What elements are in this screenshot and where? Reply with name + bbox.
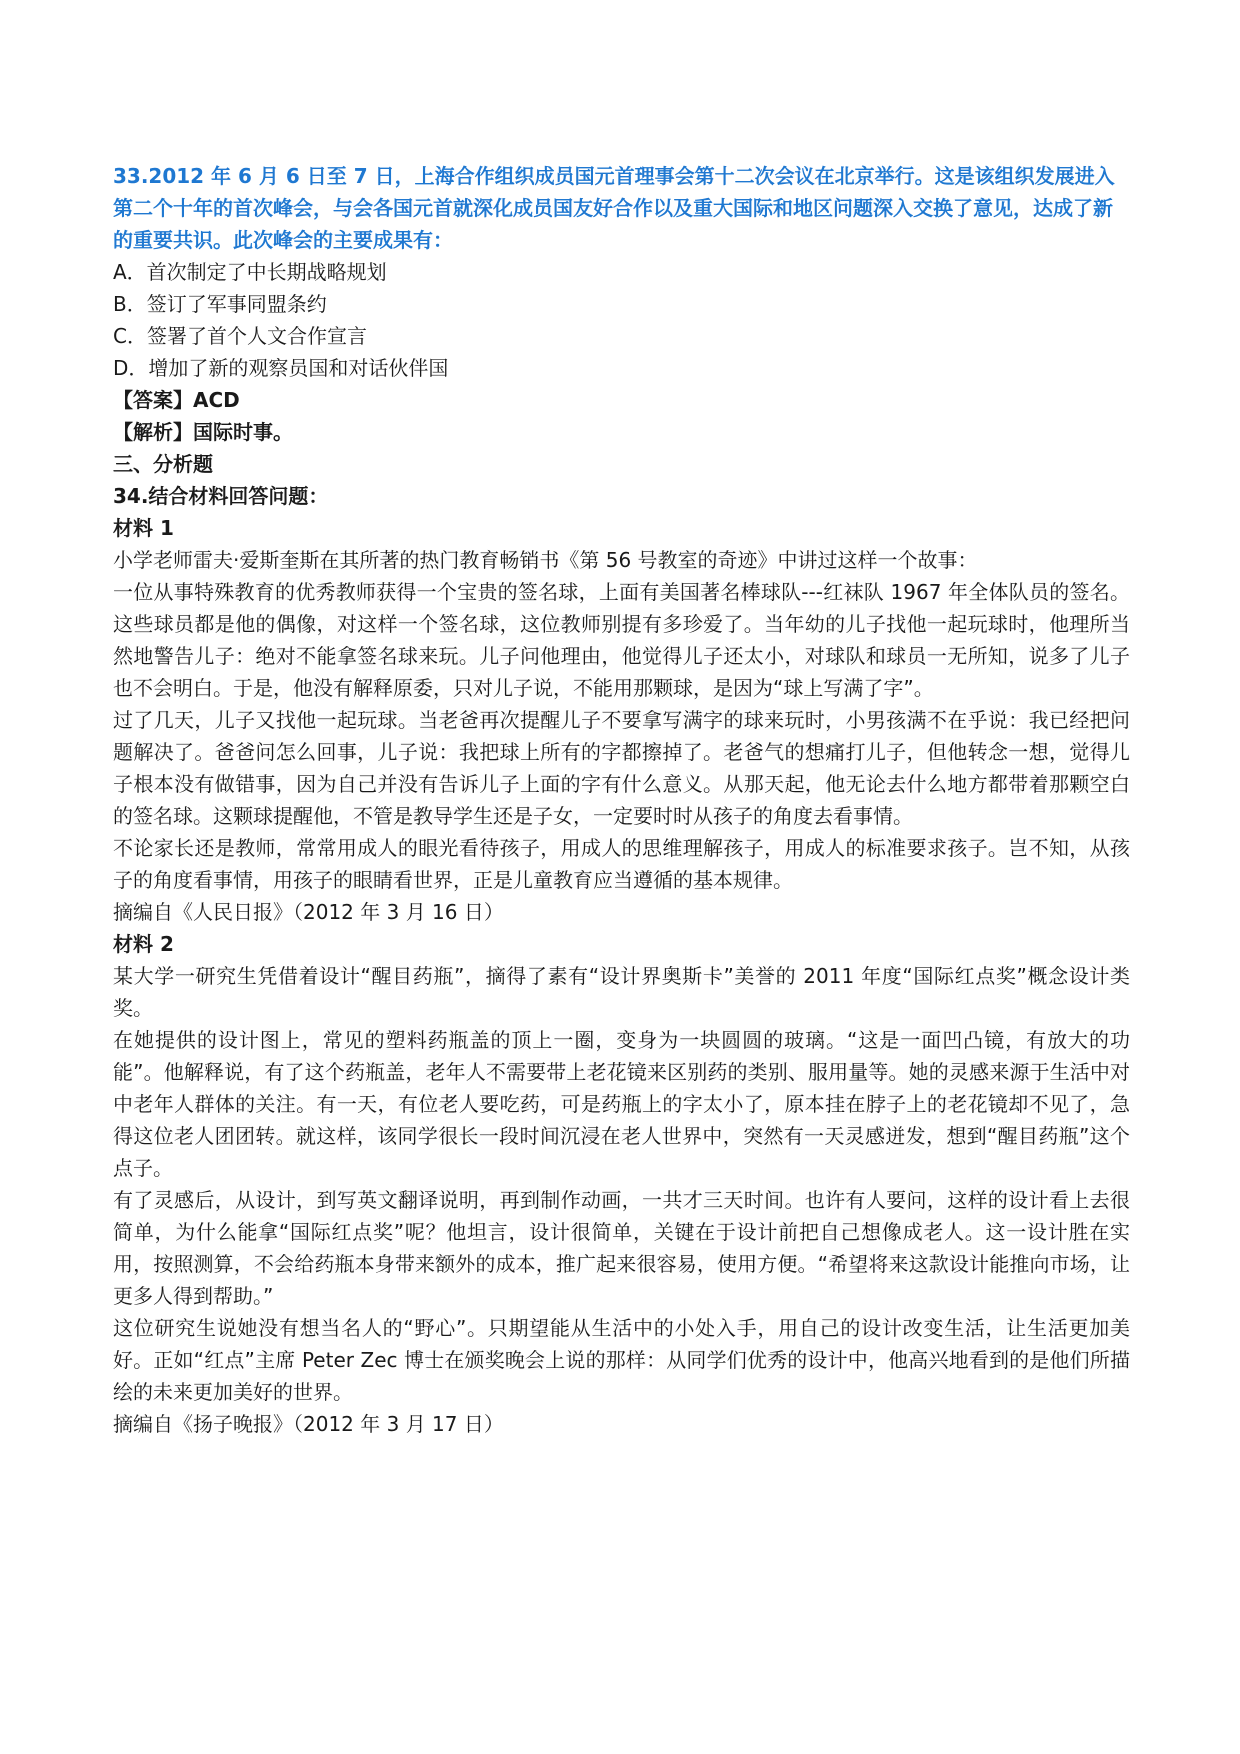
- question-33-stem: 33.2012 年 6 月 6 日至 7 日，上海合作组织成员国元首理事会第十二次会议在北京举行。这是该组织发展进入第二个十年的首次峰会，与会各国元首就深化成员国友好合作以及重大国际和地区问题深入交换了意见，达成了新的重要共识。此次峰会的主要成果有：: [113, 164, 1115, 252]
- material-2-source: 摘编自《扬子晚报》（2012 年 3 月 17 日）: [113, 1412, 504, 1436]
- material-1-heading: 材料 1: [113, 516, 174, 540]
- material-2-paragraph: 有了灵感后，从设计，到写英文翻译说明，再到制作动画，一共才三天时间。也许有人要问，这样的设计看上去很简单，为什么能拿“国际红点奖”呢？他坦言，设计很简单，关键在于设计前把自己想像成老人。这一设计胜在实用，按照测算，不会给药瓶本身带来额外的成本，推广起来很容易，使用方便。“希望将来这款设计能推向市场，让更多人得到帮助。”: [113, 1188, 1130, 1308]
- option-c: C．签署了首个人文合作宣言: [113, 324, 367, 348]
- material-2-paragraph: 这位研究生说她没有想当名人的“野心”。只期望能从生活中的小处入手，用自己的设计改变生活，让生活更加美好。正如“红点”主席 Peter Zec 博士在颁奖晚会上说的那样：从同学们优秀的设计中，他高兴地看到的是他们所描绘的未来更加美好的世界。: [113, 1316, 1130, 1404]
- material-1-paragraph: 过了几天，儿子又找他一起玩球。当老爸再次提醒儿子不要拿写满字的球来玩时，小男孩满不在乎说：我已经把问题解决了。爸爸问怎么回事，儿子说：我把球上所有的字都擦掉了。老爸气的想痛打儿子，但他转念一想，觉得儿子根本没有做错事，因为自己并没有告诉儿子上面的字有什么意义。从那天起，他无论去什么地方都带着那颗空白的签名球。这颗球提醒他，不管是教导学生还是子女，一定要时时从孩子的角度去看事情。: [113, 708, 1130, 828]
- option-b: B．签订了军事同盟条约: [113, 292, 327, 316]
- material-1-paragraph: 不论家长还是教师，常常用成人的眼光看待孩子，用成人的思维理解孩子，用成人的标准要求孩子。岂不知，从孩子的角度看事情，用孩子的眼睛看世界，正是儿童教育应当遵循的基本规律。: [113, 836, 1130, 892]
- material-1-paragraph: 小学老师雷夫·爱斯奎斯在其所著的热门教育畅销书《第 56 号教室的奇迹》中讲过这样一个故事：: [113, 548, 978, 572]
- material-2-paragraph: 某大学一研究生凭借着设计“醒目药瓶”，摘得了素有“设计界奥斯卡”美誉的 2011 年度“国际红点奖”概念设计类奖。: [113, 964, 1130, 1020]
- answer: 【答案】ACD: [113, 388, 240, 412]
- question-34-title: 34.结合材料回答问题：: [113, 484, 329, 508]
- option-d: D．增加了新的观察员国和对话伙伴国: [113, 356, 449, 380]
- material-1-paragraph: 一位从事特殊教育的优秀教师获得一个宝贵的签名球，上面有美国著名棒球队---红袜队 1967 年全体队员的签名。这些球员都是他的偶像，对这样一个签名球，这位教师别提有多珍爱了。当年幼的儿子找他一起玩球时，他理所当然地警告儿子：绝对不能拿签名球来玩。儿子问他理由，他觉得儿子还太小，对球队和球员一无所知，说多了儿子也不会明白。于是，他没有解释原委，只对儿子说，不能用那颗球，是因为“球上写满了字”。: [113, 580, 1130, 700]
- material-1-source: 摘编自《人民日报》（2012 年 3 月 16 日）: [113, 900, 504, 924]
- option-a: A．首次制定了中长期战略规划: [113, 260, 387, 284]
- section-title: 三、分析题: [113, 452, 213, 476]
- analysis: 【解析】国际时事。: [113, 420, 293, 444]
- material-2-paragraph: 在她提供的设计图上，常见的塑料药瓶盖的顶上一圈，变身为一块圆圆的玻璃。“这是一面凹凸镜，有放大的功能”。他解释说，有了这个药瓶盖，老年人不需要带上老花镜来区别药的类别、服用量等。她的灵感来源于生活中对中老年人群体的关注。有一天，有位老人要吃药，可是药瓶上的字太小了，原本挂在脖子上的老花镜却不见了，急得这位老人团团转。就这样，该同学很长一段时间沉浸在老人世界中，突然有一天灵感迸发，想到“醒目药瓶”这个点子。: [113, 1028, 1130, 1180]
- material-2-heading: 材料 2: [113, 932, 174, 956]
